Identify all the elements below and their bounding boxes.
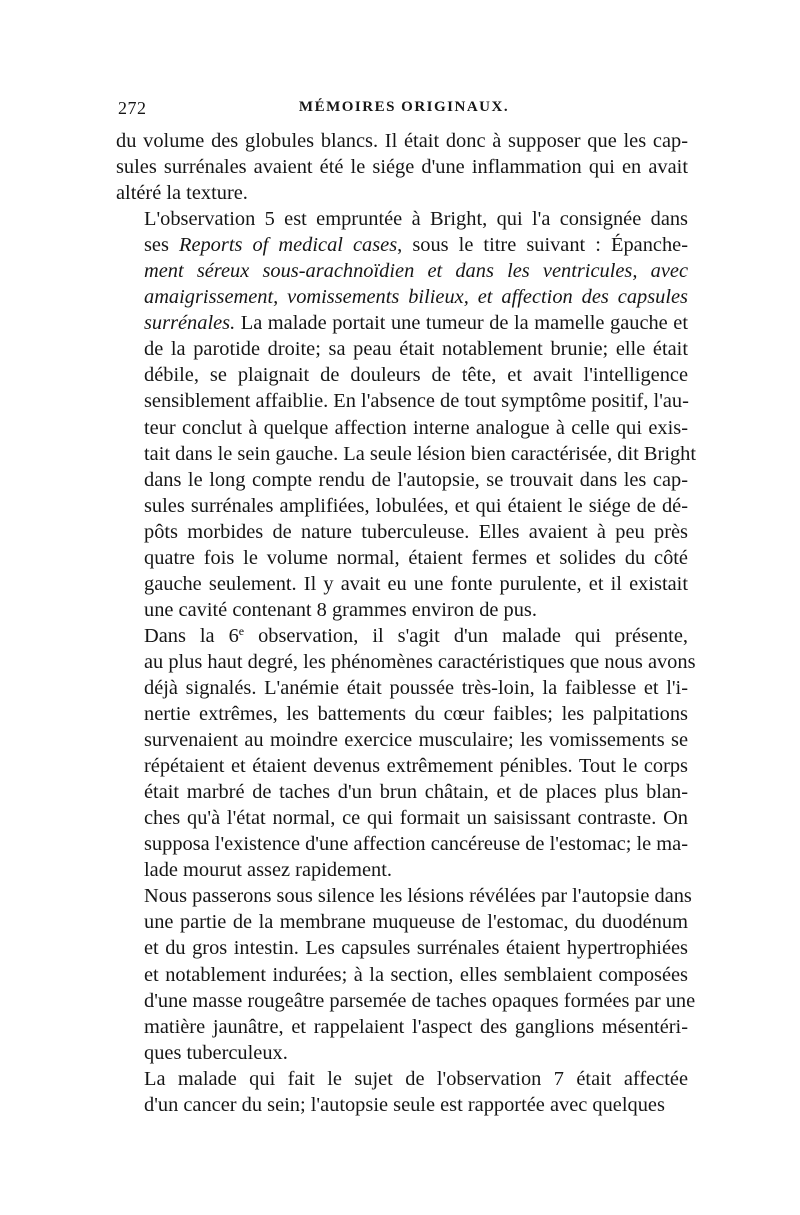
text-line: au plus haut degré, les phénomènes caractéristiques que nous avons xyxy=(144,650,696,673)
paragraph xyxy=(116,623,696,883)
text-line: quatre fois le volume normal, étaient fermes et solides du côté xyxy=(144,546,688,569)
text-line: ses Reports of medical cases, sous le titre suivant : Épanche- xyxy=(144,234,688,257)
text-line: répétaient et étaient devenus extrêmement pénibles. Tout le corps xyxy=(144,755,688,778)
text-line: sensiblement affaiblie. En l'absence de tout symptôme positif, l'au- xyxy=(144,390,689,413)
text-line: nertie extrêmes, les battements du cœur faibles; les palpitations xyxy=(144,703,688,726)
running-head: MÉMOIRES ORIGINAUX. xyxy=(298,99,510,115)
text-line: amaigrissement, vomissements bilieux, et affection des capsules xyxy=(144,286,688,309)
text-line: tait dans le sein gauche. La seule lésion bien caractérisée, dit Bright xyxy=(144,442,697,465)
text-line: était marbré de taches d'un brun châtain, et de places plus blan- xyxy=(144,781,688,804)
text-line: pôts morbides de nature tuberculeuse. Elles avaient à peu près xyxy=(144,520,688,543)
text-line: teur conclut à quelque affection interne analogue à celle qui exis- xyxy=(144,416,688,439)
text-line: une partie de la membrane muqueuse de l'estomac, du duodénum xyxy=(144,911,688,934)
text-line: matière jaunâtre, et rappelaient l'aspect des ganglions mésentéri- xyxy=(144,1015,688,1038)
page-header xyxy=(118,98,690,124)
text-line: et du gros intestin. Les capsules surrénales étaient hypertrophiées xyxy=(144,937,688,960)
text-line: Nous passerons sous silence les lésions révélées par l'autopsie dans xyxy=(144,885,692,908)
text-line: sules surrénales avaient été le siége d'une inflammation qui en avait xyxy=(116,156,688,179)
text-line: et notablement indurées; à la section, elles semblaient composées xyxy=(144,963,688,986)
text-line: gauche seulement. Il y avait eu une fonte purulente, et il existait xyxy=(144,572,688,595)
text-line: L'observation 5 est empruntée à Bright, qui l'a consignée dans xyxy=(144,208,688,231)
text-line: lade mourut assez rapidement. xyxy=(144,859,392,882)
body-text xyxy=(116,128,697,1118)
paragraph xyxy=(116,128,688,206)
text-line: sules surrénales amplifiées, lobulées, et qui étaient le siége de dé- xyxy=(144,494,688,517)
text-line: supposa l'existence d'une affection cancéreuse de l'estomac; le ma- xyxy=(144,833,688,856)
text-line: altéré la texture. xyxy=(116,182,248,205)
text-line: survenaient au moindre exercice musculaire; les vomissements se xyxy=(144,729,688,752)
text-line: Dans la 6e observation, il s'agit d'un malade qui présente, xyxy=(144,623,688,647)
text-line: surrénales. La malade portait une tumeur de la mamelle gauche et xyxy=(144,312,688,335)
text-line: d'une masse rougeâtre parsemée de taches opaques formées par une xyxy=(144,989,696,1012)
text-line: ment séreux sous-arachnoïdien et dans les ventricules, avec xyxy=(144,260,688,283)
text-line: d'un cancer du sein; l'autopsie seule est rapportée avec quelques xyxy=(144,1093,665,1116)
paragraph xyxy=(116,206,697,623)
text-line: du volume des globules blancs. Il était donc à supposer que les cap- xyxy=(116,130,688,152)
text-line: ques tuberculeux. xyxy=(144,1041,288,1064)
text-line: ches qu'à l'état normal, ce qui formait un saisissant contraste. On xyxy=(144,807,688,830)
paragraph xyxy=(116,1066,688,1118)
text-line: La malade qui fait le sujet de l'observation 7 était affectée xyxy=(144,1067,688,1090)
text-line: dans le long compte rendu de l'autopsie, se trouvait dans les cap- xyxy=(144,468,688,491)
text-line: débile, se plaignait de douleurs de tête, et avait l'intelligence xyxy=(144,364,688,387)
page-number: 272 xyxy=(118,98,147,118)
text-line: une cavité contenant 8 grammes environ de pus. xyxy=(144,598,537,621)
text-line: de la parotide droite; sa peau était notablement brunie; elle était xyxy=(144,338,688,361)
paragraph xyxy=(116,883,696,1065)
text-line: déjà signalés. L'anémie était poussée très-loin, la faiblesse et l'i- xyxy=(144,676,688,699)
